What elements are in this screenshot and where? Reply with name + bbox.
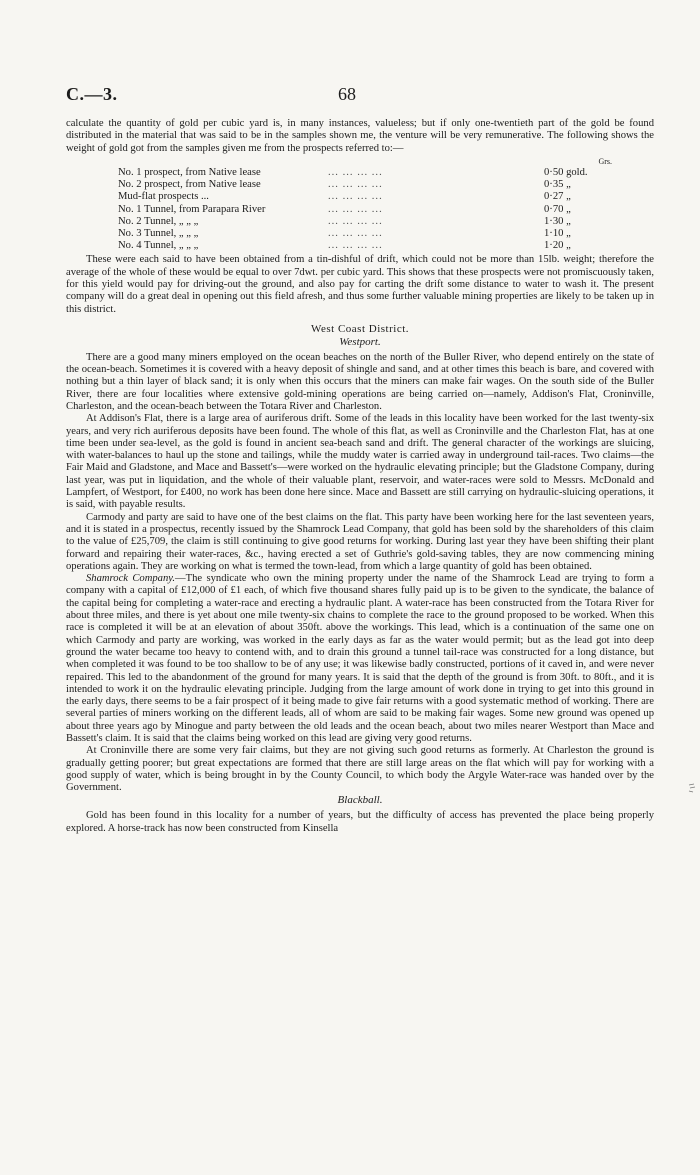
unit-header: Grs. xyxy=(598,156,612,166)
document-page xyxy=(66,84,654,835)
row-leader-dots: ... ... ... ... xyxy=(328,203,383,215)
prospects-table xyxy=(118,157,624,252)
shamrock-paragraph xyxy=(66,573,654,745)
westport-paragraph-1: There are a good many miners employed on the ocean beaches on the north of the Buller River, who depend entirely on the state of the ocean-beach. Sometimes it is covered with a heavy deposit of shingle and sand, and at other times this beach is bare, and covered with nothing but a thin layer of black sand; it is only when this occurs that the miners can make fair wages. On the south side of the Buller River, there are four localities where extensive gold-mining operations are being carried on—namely, Addison's Flat, Croninville, Charleston, and the ocean-beach between the Totara River and Charleston. xyxy=(66,351,654,412)
row-label: No. 1 Tunnel, from Parapara River xyxy=(118,203,266,215)
croninville-paragraph: At Croninville there are some very fair claims, but they are not giving such good returns as formerly. At Charleston the ground is gradually getting poorer; but great expectations are formed that there are still large areas on the flat which will pay for working with a good supply of water, which is being brought in by the County Council, to which body the Argyle Water-race was handed over by the Government. xyxy=(66,745,654,794)
blackball-paragraph: Gold has been found in this locality for a number of years, but the difficulty of access has prevented the place being properly explored. A horse-track has now been constructed from Kinsella xyxy=(66,810,654,834)
row-leader-dots: ... ... ... ... xyxy=(328,191,383,203)
row-label: No. 4 Tunnel, „ „ „ xyxy=(118,240,199,252)
shamrock-label: Shamrock Company. xyxy=(86,573,176,585)
intro-paragraph: calculate the quantity of gold per cubic yard is, in many instances, valueless; but if only one-twentieth part of the gold be found distributed in the material that was said to be in the samples shown me, the venture will be very remunerative. The following shows the weight of gold got from the samples given me from the prospects referred to:— xyxy=(66,118,654,154)
row-value: 1·20 „ xyxy=(544,240,571,252)
row-leader-dots: ... ... ... ... xyxy=(328,166,383,178)
page-header xyxy=(66,84,654,108)
row-label: No. 2 Tunnel, „ „ „ xyxy=(118,215,199,227)
row-label: No. 3 Tunnel, „ „ „ xyxy=(118,227,199,239)
row-label: Mud-flat prospects ... xyxy=(118,191,209,203)
report-reference: C.—3. xyxy=(66,84,118,104)
row-value: 0·35 „ xyxy=(544,179,571,191)
row-value: 0·70 „ xyxy=(544,203,571,215)
westport-paragraph-2: At Addison's Flat, there is a large area of auriferous drift. Some of the leads in this locality have been worked for the last twenty-six years, and very rich auriferous deposits have been found. The whole of this flat, as well as Croninville and the Charleston Flat, has at one time been under sea-level, as the gold is found in ancient sea-beach sand and drift. The general character of the workings are sluicing, with water-balances to haul up the stone and tailings, while the muddy water is carried away in underground tail-races. Two claims—the Fair Maid and Gladstone, and Mace and Bassett's—were worked on the hydraulic elevating principle; but the Gladstone Company, during last year, was put in liquidation, and the whole of their valuable plant, reservoir, and water-races were sold to Messrs. McDonald and Lampfert, of Westport, for £400, no work has been done here since. Mace and Bassett are still carrying on hydraulic-sluicing operations, it is said, with payable results. xyxy=(66,413,654,511)
row-value: 0·27 „ xyxy=(544,191,571,203)
table-row xyxy=(118,167,624,179)
row-value: 1·30 „ xyxy=(544,215,571,227)
margin-mark-icon xyxy=(688,783,696,793)
row-leader-dots: ... ... ... ... xyxy=(328,227,383,239)
row-label: No. 2 prospect, from Native lease xyxy=(118,179,261,191)
table-row xyxy=(118,204,624,216)
shamrock-text: —The syndicate who own the mining property under the name of the Shamrock Lead are trying to form a company with a capital of £12,000 of £1 each, of which five thousand shares fully paid up is to be given to the syndicate, the balance of the capital being for completing a water-race and erecting a hydraulic plant. A water-race has been constructed from the Totara River for about three miles, and there is yet about one mile twenty-six chains to complete the race to the ground proposed to be worked. When this race is completed it will be at an elevation of about 350ft. above the workings. This lead, which is a continuation of the same one on which Carmody and party are working, was worked in the early days as far as the water would permit; but as the lead got into deep ground the water became too heavy to contend with, and to drain this ground a tunnel tail-race was constructed for a long distance, but when completed it was found to be too shallow to be of any use; it was likewise badly constructed, portions of it caved in, and were never repaired. This led to the abandonment of the ground for many years. It is said that the depth of the ground is from 30ft. to 80ft., and it is intended to work it on the hydraulic elevating principle. Judging from the large amount of work done in trying to get into this ground in the early days, there seems to be a fair prospect of it being made to give fair returns with a good systematic method of working. There are several parties of miners working on the different leads, all of whom are said to be making fair wages. Some new ground was opened up about three years ago by Minogue and party between the old leads and the ocean beach, about two miles nearer Westport than Mace and Bassett's claim. It is said that the claims being worked on this lead are giving very good returns. xyxy=(66,573,654,744)
table-row xyxy=(118,228,624,240)
row-value: 1·10 „ xyxy=(544,227,571,239)
row-value: 0·50 gold. xyxy=(544,166,588,178)
row-leader-dots: ... ... ... ... xyxy=(328,240,383,252)
table-row xyxy=(118,216,624,228)
row-leader-dots: ... ... ... ... xyxy=(328,215,383,227)
after-table-paragraph: These were each said to have been obtained from a tin-dishful of drift, which could not be more than 15lb. weight; therefore the average of the whole of these would be equal to over 7dwt. per cubic yard. This shows that these prospects were not promiscuously taken, for this yield would pay for driving-out the ground, and also pay for carting the drift some distance to water to wash it. The present company will do a great deal in opening out this field afresh, and thus some further valuable mining properties are likely to be taken up in this district. xyxy=(66,254,654,315)
page-number: 68 xyxy=(338,84,356,104)
westport-heading: Westport. xyxy=(339,335,381,348)
blackball-heading: Blackball. xyxy=(337,794,383,807)
row-leader-dots: ... ... ... ... xyxy=(328,179,383,191)
section-title: West Coast District. xyxy=(310,322,410,335)
table-row xyxy=(118,179,624,191)
westport-paragraph-3: Carmody and party are said to have one of the best claims on the flat. This party have been working here for the last seventeen years, and it is stated in a prospectus, recently issued by the Shamrock Lead Company, that gold has been sold by the shareholders of this claim to the value of £25,709, the claim is still continuing to give good returns for working. During last year they have been shifting their plant forward and repairing their water-races, &c., having erected a set of Guthrie's gold-saving tables, they are now commencing mining operations again. They are working on what is termed the town-lead, from which a large quantity of gold has been obtained. xyxy=(66,511,654,572)
row-label: No. 1 prospect, from Native lease xyxy=(118,166,261,178)
table-row xyxy=(118,240,624,252)
table-row xyxy=(118,191,624,203)
